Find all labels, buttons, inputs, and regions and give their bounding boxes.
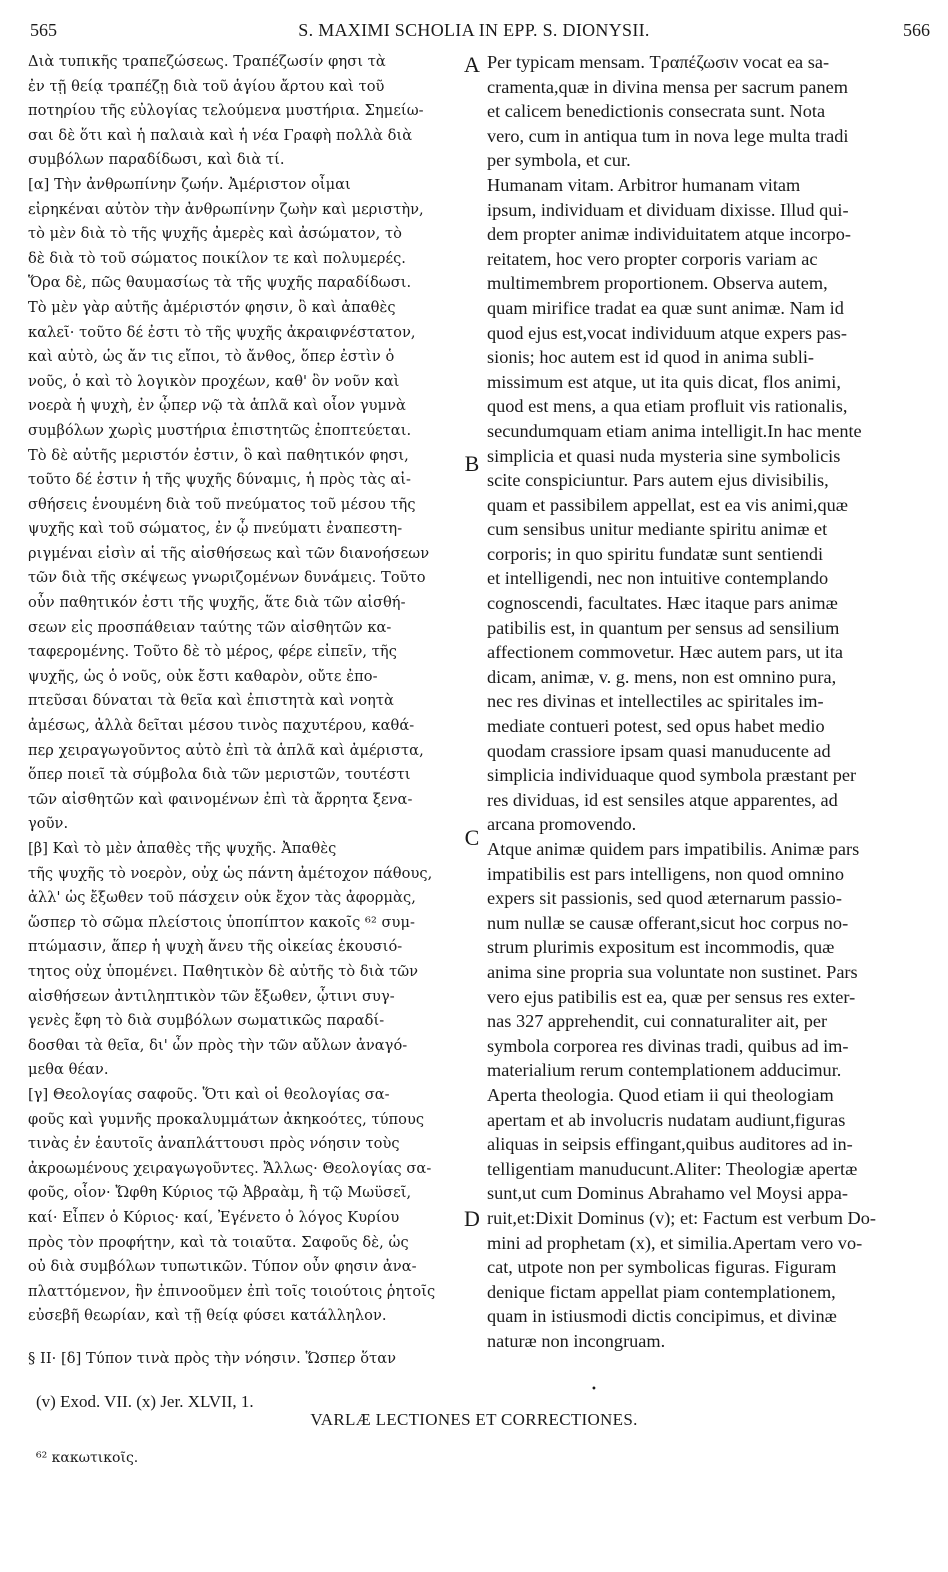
latin-text-line: cat, utpote non per symbolicas figuras. Figuram bbox=[487, 1257, 837, 1278]
latin-text-line: nas 327 apprehendit, cui connaturaliter ait, per bbox=[487, 1011, 828, 1032]
latin-text-line bbox=[487, 1353, 925, 1370]
latin-column bbox=[487, 50, 925, 1370]
greek-text-line: ποτηρίου τῆς εὐλογίας τελούμενα μυστήρια. Σημείω- bbox=[28, 102, 424, 120]
latin-text-line: vero, cum in antiqua tum in nova lege multa tradi bbox=[487, 125, 849, 146]
section-marker: C bbox=[464, 824, 480, 850]
margin-markers bbox=[462, 50, 482, 1370]
greek-text-line: δοσθαι τὰ θεῖα, δι' ὧν πρὸς τὴν τῶν αὔλων ἀναγό- bbox=[28, 1036, 408, 1054]
latin-text-line: ipsum, individuam et dividuam dixisse. Illud qui- bbox=[487, 199, 849, 220]
varia-lectiones-heading: VARLÆ LECTIONES ET CORRECTIONES. bbox=[310, 1410, 638, 1429]
greek-text-line: καλεῖ· τοῦτο δέ ἐστι τὸ τῆς ψυχῆς ἀκραιφνέστατον, bbox=[28, 323, 416, 341]
latin-text-line: anima sine propria sua voluntate non sustinet. Pars bbox=[487, 961, 858, 982]
stray-mark: • bbox=[591, 1384, 597, 1395]
greek-text-line: οὐ διὰ συμβόλων τυπωτικῶν. Τύπον οὖν φησιν ἀνα- bbox=[28, 1258, 417, 1276]
greek-text-line: [β] Καὶ τὸ μὲν ἀπαθὲς τῆς ψυχῆς. Ἀπαθὲς bbox=[28, 840, 337, 857]
page-number-left: 565 bbox=[30, 20, 57, 40]
greek-text-line: δὲ διὰ τὸ τοῦ σώματος ποικίλον τε καὶ πολυμερές. bbox=[28, 249, 406, 267]
latin-text-line: quam mirifice tradat ea quæ sunt animæ. Nam id bbox=[487, 297, 844, 318]
latin-text-line: corporis; in quo spiritu fundatæ sunt sentiendi bbox=[487, 543, 824, 564]
latin-text-line: reitatem, hoc vero propter corporis variam ac bbox=[487, 248, 818, 269]
latin-text-line: res dividuas, id est sensiles atque apparentes, ad bbox=[487, 789, 838, 810]
latin-text-line: mini ad prophetam (x), et similia.Apertam vero vo- bbox=[487, 1232, 863, 1253]
latin-text-line: et intelligendi, nec non intuitive contemplando bbox=[487, 568, 829, 589]
greek-text-line: τῆς ψυχῆς τὸ νοερὸν, οὐχ ὡς πάντη ἀμέτοχον πάθους, bbox=[28, 864, 433, 882]
greek-text-line: πτώμασιν, ἅπερ ἡ ψυχὴ ἄνευ τῆς οἰκείας ἑκουσιό- bbox=[28, 938, 403, 956]
latin-text-line: quodam crassiore ipsam quasi manuducente ad bbox=[487, 740, 831, 761]
latin-text-line: sionis; hoc autem est id quod in anima subli- bbox=[487, 347, 814, 368]
latin-text-line: quod est mens, a qua etiam profluit vis rationalis, bbox=[487, 396, 848, 417]
greek-text-line: φοῦς, οἷον· Ὤφθη Κύριος τῷ Ἀβραὰμ, ἢ τῷ Μωϋσεῖ, bbox=[28, 1184, 412, 1202]
greek-text-line: ἐν τῇ θείᾳ τραπέζῃ διὰ τοῦ ἁγίου ἄρτου καὶ τοῦ bbox=[28, 77, 385, 95]
greek-text-line: εἰρηκέναι αὐτὸν τὴν ἀνθρωπίνην ζωὴν καὶ μεριστὴν, bbox=[28, 200, 424, 218]
greek-text-line: πλαττόμενον, ἣν ἐπινοοῦμεν ἐπὶ τοῖς τοιούτοις ῥητοῖς bbox=[28, 1282, 436, 1300]
latin-text-line: simplicia individuaque quod symbola præstant per bbox=[487, 765, 857, 786]
greek-text-line: συμβόλων παραδίδωσι, καὶ διὰ τί. bbox=[28, 151, 285, 169]
greek-text-line: καὶ αὐτὸ, ὡς ἄν τις εἴποι, τὸ ἄνθος, ὅπερ ἐστὶν ὁ bbox=[28, 348, 395, 366]
greek-text-line: φοῦς καὶ γυμνῆς προκαλυμμάτων ἀκηκοότες, τύπους bbox=[28, 1110, 425, 1128]
latin-text-line: et calicem benedictionis consecrata sunt. Nota bbox=[487, 101, 826, 122]
greek-text-line: οὖν παθητικόν ἐστι τῆς ψυχῆς, ἅτε διὰ τῶν αἰσθή- bbox=[28, 594, 406, 612]
greek-text-line: τὸ μὲν διὰ τὸ τῆς ψυχῆς ἀμερὲς καὶ ἀσώματον, τὸ bbox=[28, 225, 402, 243]
latin-text-line: missimum est atque, ut ita quis dicat, flos animi, bbox=[487, 371, 841, 392]
section-marker: A bbox=[464, 52, 480, 78]
greek-text-line: πτεῦσαι δύναται τὰ θεῖα καὶ ἐπιστητὰ καὶ νοητὰ bbox=[28, 692, 394, 710]
greek-text-line: περ χειραγωγοῦντος αὐτὸ ἐπὶ τὰ ἁπλᾶ καὶ ἀμέριστα, bbox=[28, 741, 424, 759]
latin-text-line: sunt,ut cum Dominus Abrahamo vel Moysi appa- bbox=[487, 1183, 849, 1204]
greek-text-line: ταφερομένης. Τοῦτο δὲ τὸ μέρος, φέρε εἰπεῖν, τῆς bbox=[28, 643, 397, 661]
greek-text-line: εὐσεβῆ θεωρίαν, καὶ τῇ θείᾳ φύσει κατάλληλον. bbox=[28, 1307, 387, 1325]
latin-text-line: mediate contueri potest, sed opus habet medio bbox=[487, 716, 825, 737]
greek-column bbox=[28, 50, 466, 1370]
latin-text-line: aliquas in seipsis effingant,quibus auditores ad in- bbox=[487, 1134, 853, 1155]
greek-text-line: ὅπερ ποιεῖ τὰ σύμβολα διὰ τῶν μεριστῶν, τουτέστι bbox=[28, 766, 411, 784]
latin-text-line: secundumquam etiam anima intelligit.In hac mente bbox=[487, 420, 862, 441]
latin-text-line: dicam, animæ, v. g. mens, non est omnino pura, bbox=[487, 666, 837, 687]
latin-text-line: cramenta,quæ in divina mensa per sacrum panem bbox=[487, 76, 848, 97]
latin-text-line: scite conspiciuntur. Pars autem ejus divisibilis, bbox=[487, 470, 829, 491]
greek-text-line bbox=[28, 1329, 466, 1347]
greek-text-line: σθήσεις ἑνουμένη διὰ τοῦ πνεύματος τοῦ μέσου τῆς bbox=[28, 495, 416, 513]
latin-text-line: expers sit passionis, sed quod æternarum passio- bbox=[487, 888, 842, 909]
greek-text-line: καί· Εἶπεν ὁ Κύριος· καί, Ἐγένετο ὁ λόγος Κυρίου bbox=[28, 1208, 400, 1226]
greek-text-line: ριγμέναι εἰσὶν αἱ τῆς αἰσθήσεως καὶ τῶν διανοήσεων bbox=[28, 544, 430, 562]
latin-text-line: ruit,et:Dixit Dominus (v); et: Factum est verbum Do- bbox=[487, 1207, 876, 1228]
greek-text-line: σεων εἰς προσπάθειαν ταύτης τῶν αἰσθητῶν κα- bbox=[28, 618, 392, 636]
greek-text-line: ὥσπερ τὸ σῶμα πλείστοις ὑποπίπτον κακοῖς ⁶² συμ- bbox=[28, 913, 415, 931]
greek-text-line: [γ] Θεολογίας σαφοῦς. Ὅτι καὶ οἱ θεολογίας σα- bbox=[28, 1085, 390, 1103]
section-marker: D bbox=[464, 1206, 480, 1232]
greek-text-line: Τὸ μὲν γὰρ αὐτῆς ἀμέριστόν φησιν, ὃ καὶ ἀπαθὲς bbox=[28, 298, 396, 316]
greek-text-line: γενὲς ἔφη τὸ διὰ συμβόλων σωματικῶς παραδί- bbox=[28, 1012, 385, 1030]
latin-text-line: materialium rerum contemplationem adducimur. bbox=[487, 1060, 842, 1081]
latin-text-line: affectionem commovetur. Hæc autem pars, ut ita bbox=[487, 642, 844, 663]
latin-text-line: quam in istiusmodi dictis concipimus, et divinæ bbox=[487, 1306, 837, 1327]
latin-text-line: denique fictam appellat piam contemplationem, bbox=[487, 1281, 836, 1302]
latin-text-line: dem propter animæ individuitatem atque incorpo- bbox=[487, 224, 852, 245]
greek-text-line: τῶν αἰσθητῶν καὶ φαινομένων ἐπὶ τὰ ἄρρητα ξενα- bbox=[28, 790, 413, 808]
greek-text-line: σαι δὲ ὅτι καὶ ἡ παλαιὰ καὶ ἡ νέα Γραφὴ πολλὰ διὰ bbox=[28, 126, 413, 144]
greek-text-line: αἰσθήσεων ἀντιληπτικὸν τῶν ἔξωθεν, ᾧτινι συγ- bbox=[28, 987, 395, 1005]
greek-text-line: ψυχῆς καὶ τοῦ σώματος, ἐν ᾧ πνεύματι ἐναπεστη- bbox=[28, 520, 403, 538]
latin-text-line: cum sensibus unitur mediante spiritu animæ et bbox=[487, 519, 828, 540]
latin-text-line: Atque animæ quidem pars impatibilis. Animæ pars bbox=[487, 839, 860, 859]
greek-text-line: Τὸ δὲ αὐτῆς μεριστόν ἐστιν, ὃ καὶ παθητικόν φησι, bbox=[28, 446, 409, 464]
latin-text-line: nec res divinas et intellectiles ac spiritales im- bbox=[487, 691, 824, 712]
latin-text-line: per symbola, et cur. bbox=[487, 150, 631, 171]
footnote-62: ⁶² κακωτικοῖς. bbox=[36, 1450, 139, 1466]
greek-text-line: Ὅρα δὲ, πῶς θαυμασίως τὰ τῆς ψυχῆς παραδίδωσι. bbox=[28, 274, 412, 292]
latin-text-line: simplicia et quasi nuda mysteria sine symbolicis bbox=[487, 445, 841, 466]
greek-text-line: γοῦν. bbox=[28, 815, 69, 833]
latin-text-line: impatibilis est pars intelligens, non quod omnino bbox=[487, 863, 844, 884]
latin-text-line: apertam et ab involucris nudatam audiunt,figuras bbox=[487, 1109, 846, 1130]
latin-text-line: Per typicam mensam. Τραπέζωσιν vocat ea sa- bbox=[487, 52, 830, 72]
greek-text-line: ἀλλ' ὡς ἔξωθεν τοῦ πάσχειν οὐκ ἔχον τὰς ἀφορμὰς, bbox=[28, 889, 416, 907]
scripture-references: (v) Exod. VII. (x) Jer. XLVII, 1. bbox=[36, 1392, 254, 1411]
greek-text-line: Διὰ τυπικῆς τραπεζώσεως. Τραπέζωσίν φησι τὰ bbox=[28, 53, 386, 70]
page-number-right: 566 bbox=[903, 20, 930, 40]
latin-text-line: arcana promovendo. bbox=[487, 814, 637, 835]
latin-text-line: num nullæ se causæ offerant,sicut hoc corpus no- bbox=[487, 912, 849, 933]
latin-text-line: telligentiam manuducunt.Aliter: Theologiæ apertæ bbox=[487, 1158, 858, 1179]
latin-text-line: quam et passibilem appellat, est ea vis animi,quæ bbox=[487, 494, 848, 515]
greek-text-line: [α] Τὴν ἀνθρωπίνην ζωήν. Ἀμέριστον οἶμαι bbox=[28, 175, 351, 193]
greek-text-line: νοῦς, ὁ καὶ τὸ λογικὸν προχέων, καθ' ὃν νοῦν καὶ bbox=[28, 372, 400, 390]
section-marker: B bbox=[464, 450, 480, 476]
greek-text-line: ψυχῆς, ὡς ὁ νοῦς, οὐκ ἔστι καθαρὸν, οὔτε ἐπο- bbox=[28, 667, 378, 685]
greek-text-line: πρὸς τὸν προφήτην, καὶ τὰ τοιαῦτα. Σαφοῦς δὲ, ὡς bbox=[28, 1233, 409, 1251]
greek-text-line: τινὰς ἐν ἑαυτοῖς ἀναπλάττουσι πρὸς νόησιν τοὺς bbox=[28, 1135, 400, 1153]
latin-text-line: multimembrem proportionem. Observa autem, bbox=[487, 273, 828, 294]
greek-text-line: τῶν διὰ τῆς σκέψεως γνωριζομένων δυνάμεις. Τοῦτο bbox=[28, 569, 426, 587]
greek-text-line: μεθα θέαν. bbox=[28, 1061, 109, 1079]
latin-text-line: Aperta theologia. Quod etiam ii qui theologiam bbox=[487, 1084, 834, 1105]
greek-text-line: τοῦτο δέ ἐστιν ἡ τῆς ψυχῆς δύναμις, ἡ πρὸς τὰς αἰ- bbox=[28, 471, 411, 489]
latin-text-line: symbola corporea res divinas tradi, quibus ad im- bbox=[487, 1035, 849, 1056]
greek-text-line: συμβόλων χωρὶς μυστήρια ἐπιστητῶς ἐποπτεύεται. bbox=[28, 421, 412, 439]
greek-text-line: τητος οὐχ ὑπομένει. Παθητικὸν δὲ αὐτῆς τὸ διὰ τῶν bbox=[28, 962, 419, 980]
latin-text-line: naturæ non incongruam. bbox=[487, 1330, 666, 1351]
latin-text-line: Humanam vitam. Arbitror humanam vitam bbox=[487, 174, 801, 195]
latin-text-line: quod ejus est,vocat individuum atque expers pas- bbox=[487, 322, 847, 343]
latin-text-line: cognoscendi, facultates. Hæc itaque pars animæ bbox=[487, 593, 838, 614]
greek-text-line: νοερὰ ἡ ψυχὴ, ἐν ᾧπερ νῷ τὰ ἁπλᾶ καὶ οἷον γυμνὰ bbox=[28, 397, 406, 415]
latin-text-line: patibilis est, in quantum per sensus ad sensilium bbox=[487, 617, 840, 638]
latin-text-line: vero ejus patibilis est ea, quæ per sensus res exter- bbox=[487, 986, 856, 1007]
latin-text-line: strum plurimis expositum est incommodis, quæ bbox=[487, 937, 835, 958]
greek-text-line: ἀμέσως, ἀλλὰ δεῖται μέσου τινὸς παχυτέρου, καθά- bbox=[28, 717, 415, 735]
running-title: S. MAXIMI SCHOLIA IN EPP. S. DIONYSII. bbox=[298, 20, 650, 40]
greek-text-line: ἀκροωμένους χειραγωγοῦντες. Ἄλλως· Θεολογίας σα- bbox=[28, 1159, 432, 1177]
greek-text-line: § ΙΙ· [δ] Τύπον τινὰ πρὸς τὴν νόησιν. Ὥσπερ ὅταν bbox=[28, 1349, 397, 1367]
